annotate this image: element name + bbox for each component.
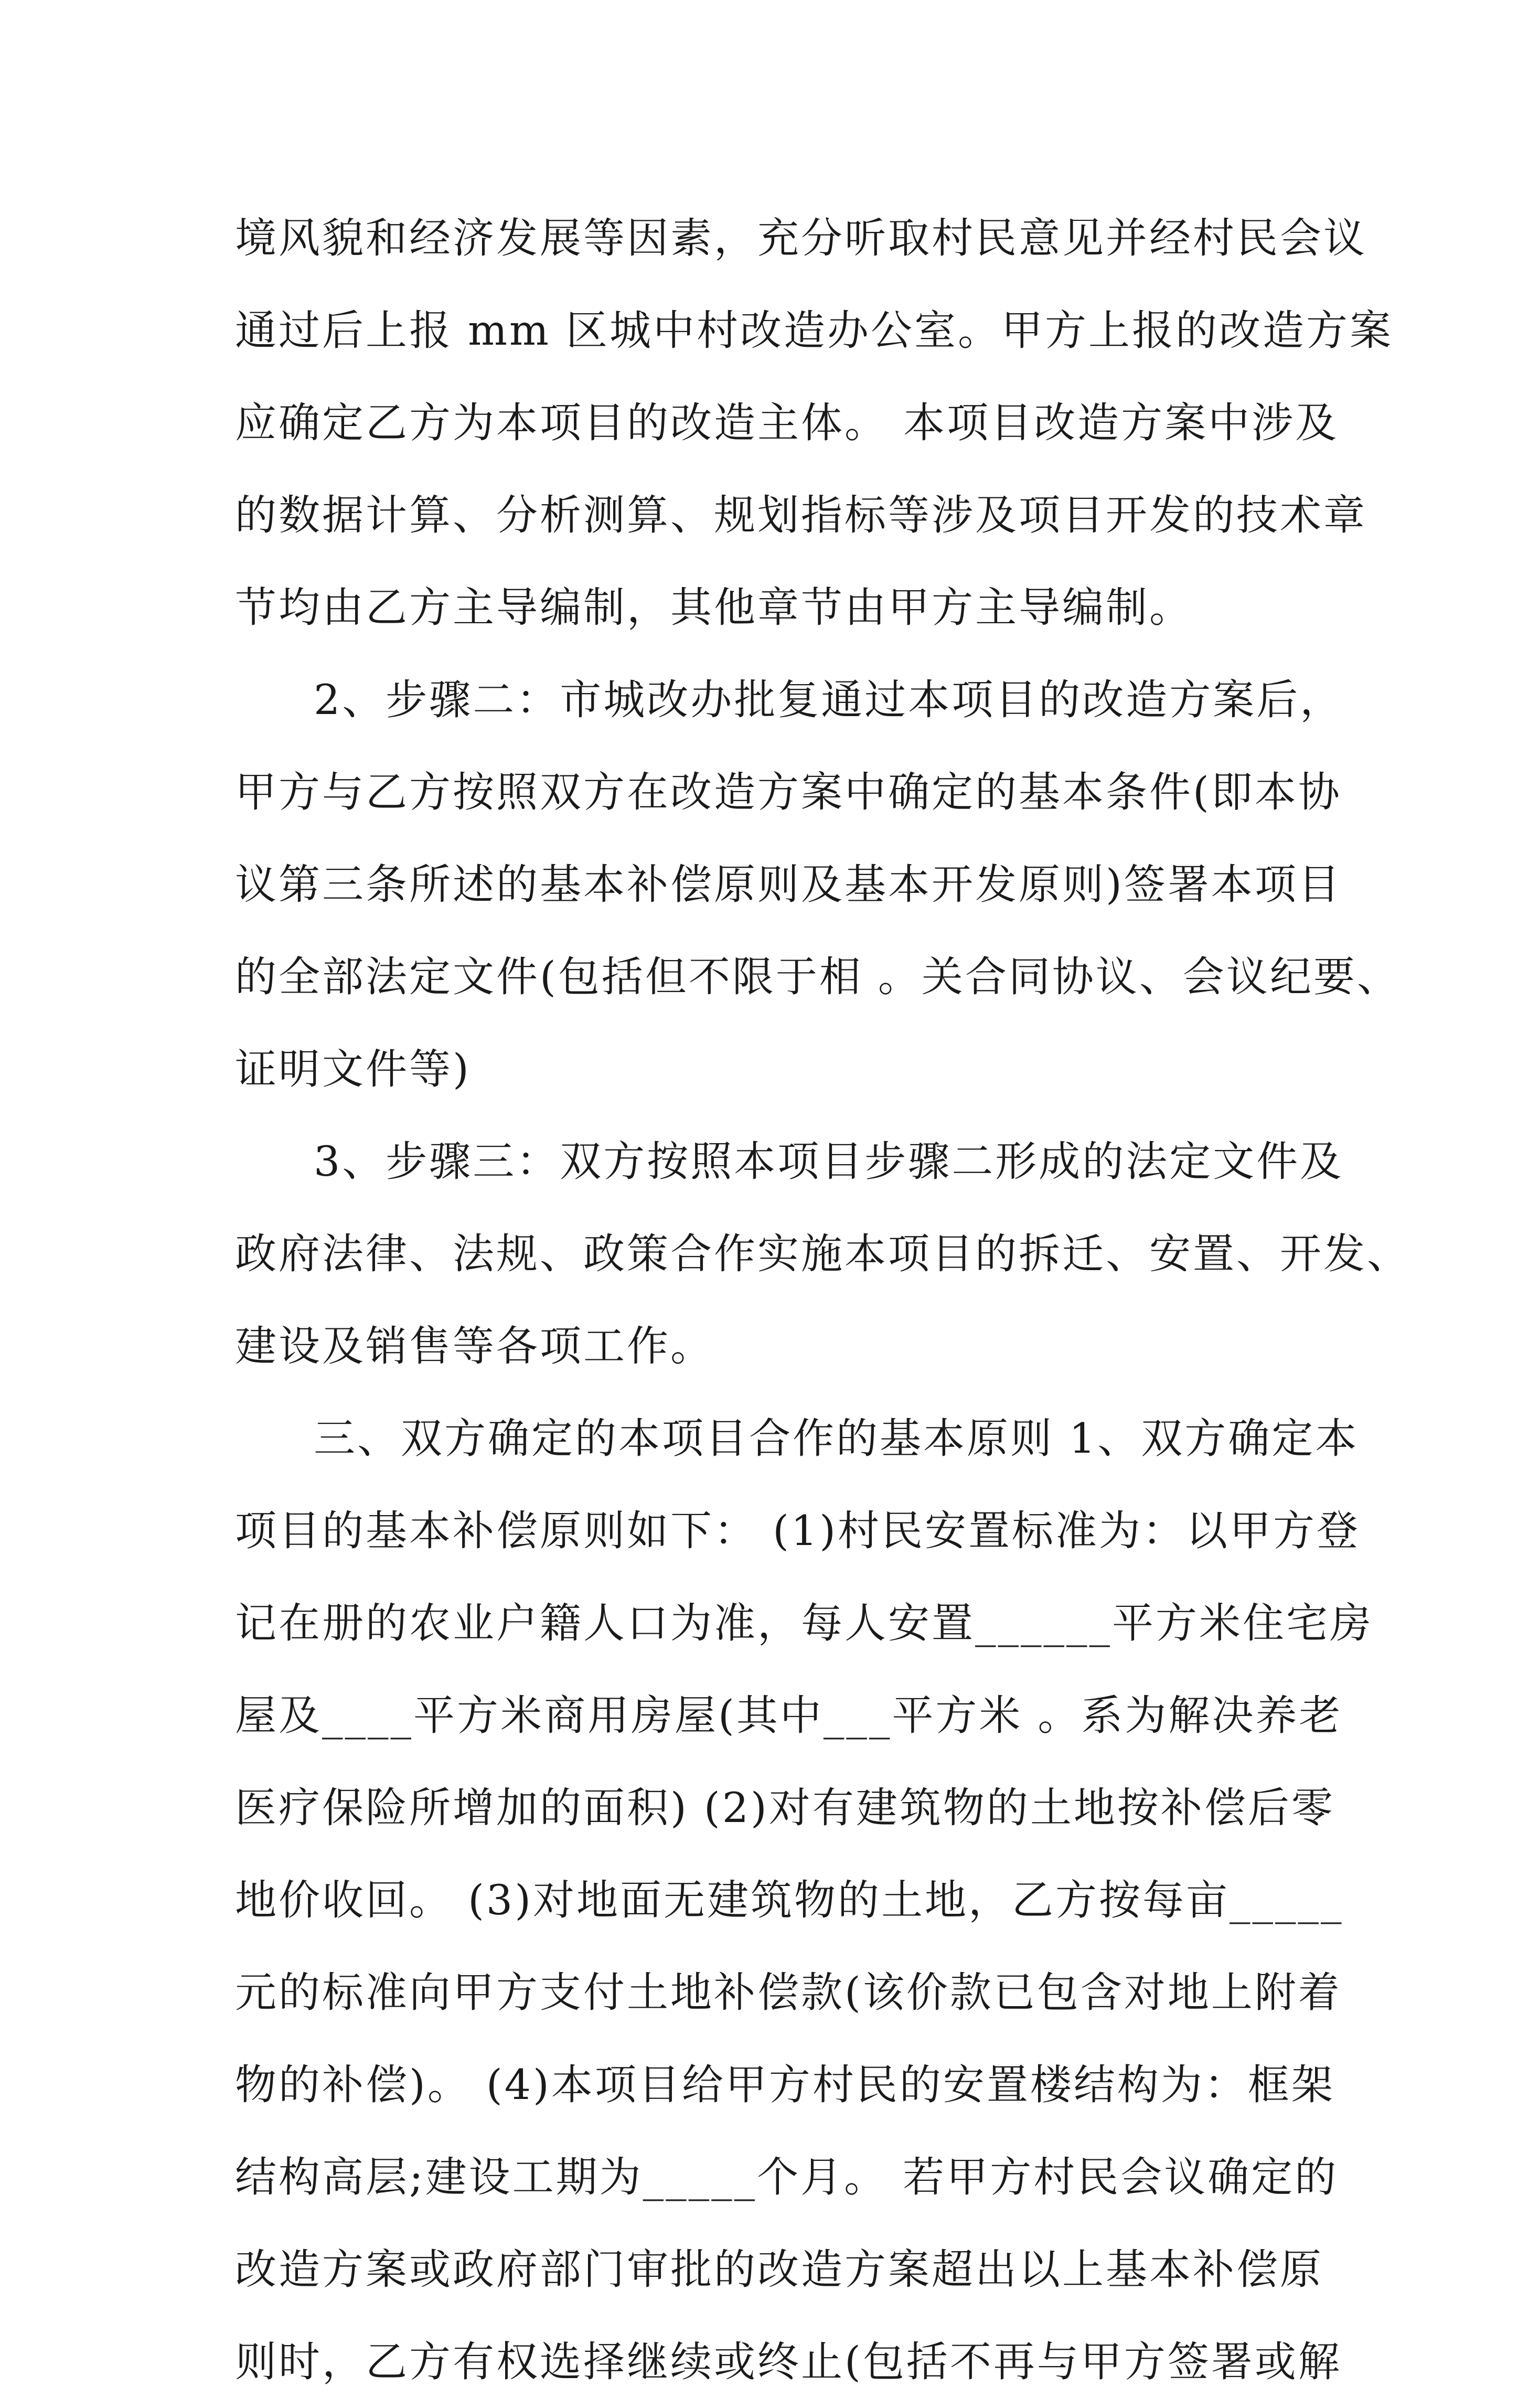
paragraph-start-step-three: 3、步骤三：双方按照本项目步骤二形成的法定文件及 — [314, 1137, 1344, 1186]
text-line: 建设及销售等各项工作。 — [235, 1322, 714, 1370]
text-line: 结构高层;建设工期为_____个月。 若甲方村民会议确定的 — [235, 2153, 1339, 2201]
text-line: 物的补偿)。 (4)本项目给甲方村民的安置楼结构为：框架 — [235, 2061, 1335, 2109]
text-line: 议第三条所述的基本补偿原则及基本开发原则)签署本项目 — [235, 860, 1342, 909]
text-line: 证明文件等) — [235, 1045, 471, 1093]
text-line: 医疗保险所增加的面积) (2)对有建筑物的土地按补偿后零 — [235, 1784, 1335, 1832]
document-body — [235, 192, 1410, 2408]
text-line: 改造方案或政府部门审批的改造方案超出以上基本补偿原 — [235, 2245, 1323, 2294]
text-line: 的数据计算、分析测算、规划指标等涉及项目开发的技术章 — [235, 491, 1367, 539]
text-line: 记在册的农业户籍人口为准，每人安置______平方米住宅房 — [235, 1599, 1373, 1647]
text-line: 境风貌和经济发展等因素，充分听取村民意见并经村民会议 — [235, 214, 1367, 262]
paragraph-start-step-two: 2、步骤二：市城改办批复通过本项目的改造方案后， — [314, 676, 1344, 724]
text-line: 政府法律、法规、政策合作实施本项目的拆迁、安置、开发、 — [235, 1230, 1410, 1278]
text-line: 节均由乙方主导编制，其他章节由甲方主导编制。 — [235, 583, 1193, 632]
text-line: 项目的基本补偿原则如下： (1)村民安置标准为：以甲方登 — [235, 1507, 1361, 1555]
text-line: 屋及____平方米商用房屋(其中___平方米 。系为解决养老 — [235, 1691, 1343, 1740]
text-line: 应确定乙方为本项目的改造主体。 本项目改造方案中涉及 — [235, 399, 1339, 447]
text-line: 元的标准向甲方支付土地补偿款(该价款已包含对地上附着 — [235, 1968, 1342, 2017]
text-line: 甲方与乙方按照双方在改造方案中确定的基本条件(即本协 — [235, 768, 1342, 816]
text-line: 通过后上报 mm 区城中村改造办公室。甲方上报的改造方案 — [235, 306, 1394, 355]
text-line: 地价收回。 (3)对地面无建筑物的土地，乙方按每亩_____ — [235, 1876, 1344, 1924]
paragraph-start-section-three: 三、双方确定的本项目合作的基本原则 1、双方确定本 — [314, 1414, 1359, 1463]
text-line: 则时，乙方有权选择继续或终止(包括不再与甲方签署或解 — [235, 2338, 1342, 2386]
text-line: 的全部法定文件(包括但不限于相 。关合同协议、会议纪要、 — [235, 953, 1401, 1001]
